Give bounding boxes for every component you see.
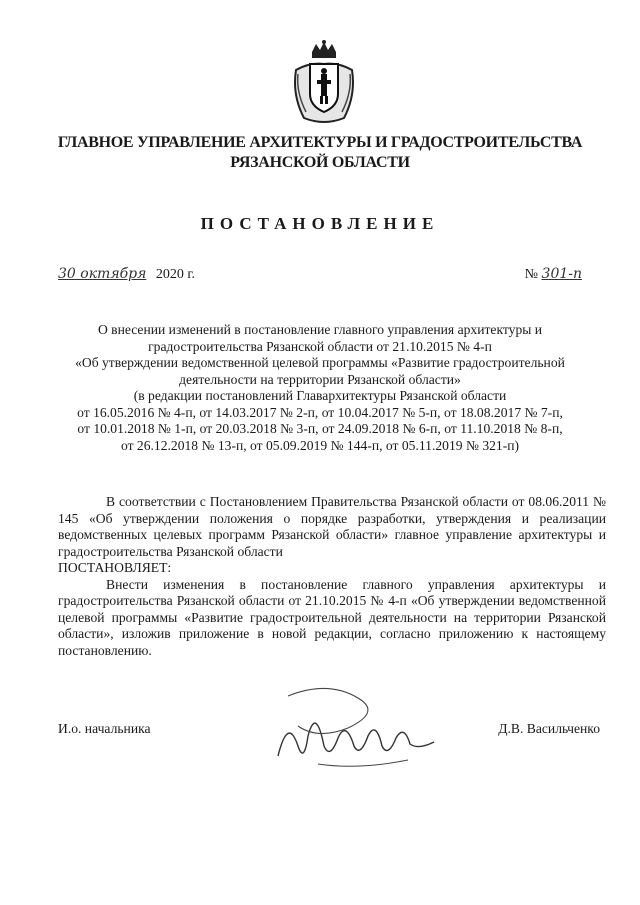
subject-line: от 16.05.2016 № 4-п, от 14.03.2017 № 2-п, от 10.04.2017 № 5-п, от 18.08.2017 № 7-п,: [77, 404, 563, 420]
subject-line: (в редакции постановлений Главархитектуры Рязанской области: [133, 388, 507, 403]
date-handwritten: 30 октября: [58, 266, 147, 282]
document-number: [525, 266, 582, 283]
body-paragraph-2: Внести изменения в постановление главного управления архитектуры и градостроительства Рязанской области от 21.10.2015 № 4-п «Об утверждении ведомственной целевой программы «Развитие градостроительной деятельности на территории Рязанской области», изложив приложение в новой редакции, согласно приложению к настоящему постановлению.: [58, 576, 606, 658]
handwritten-signature-icon: [258, 676, 448, 776]
subject-line: от 26.12.2018 № 13-п, от 05.09.2019 № 144-п, от 05.11.2019 № 321-п): [120, 437, 520, 453]
body-paragraph-1: В соответствии с Постановлением Правительства Рязанской области от 08.06.2011 № 145 «Об утверждении положения о порядке разработки, утверждения и реализации ведомственных целевых программ Рязанской области» главное управление архитектуры и градостроительства Рязанской области: [58, 494, 606, 559]
date-year: 2020 г.: [155, 267, 196, 282]
ryazan-coat-of-arms-icon: [290, 40, 358, 126]
subject-line: градостроительства Рязанской области от 21.10.2015 № 4-п: [148, 338, 492, 354]
org-line-2: РЯЗАНСКОЙ ОБЛАСТИ: [230, 154, 410, 171]
signatory-name: Д.В. Васильченко: [498, 721, 600, 736]
number-prefix: №: [524, 267, 539, 282]
document-subject: [40, 322, 600, 454]
subject-line: О внесении изменений в постановление главного управления архитектуры и: [97, 322, 543, 337]
signatory-position: И.о. начальника: [58, 721, 151, 736]
org-line-1: ГЛАВНОЕ УПРАВЛЕНИЕ АРХИТЕКТУРЫ И ГРАДОСТРОИТЕЛЬСТВА: [57, 134, 583, 151]
subject-line: «Об утверждении ведомственной целевой программы «Развитие градостроительной: [75, 355, 565, 370]
organization-name: [0, 133, 640, 173]
number-handwritten: 301-п: [541, 266, 582, 282]
document-type: ПОСТАНОВЛЕНИЕ: [200, 214, 440, 233]
document-body: [58, 494, 606, 659]
subject-line: от 10.01.2018 № 1-п, от 20.03.2018 № 3-п, от 24.09.2018 № 6-п, от 11.10.2018 № 8-п,: [77, 421, 563, 436]
decree-word: ПОСТАНОВЛЯЕТ:: [58, 560, 172, 575]
document-date: [58, 266, 195, 283]
subject-line: деятельности на территории Рязанской области»: [179, 371, 461, 387]
